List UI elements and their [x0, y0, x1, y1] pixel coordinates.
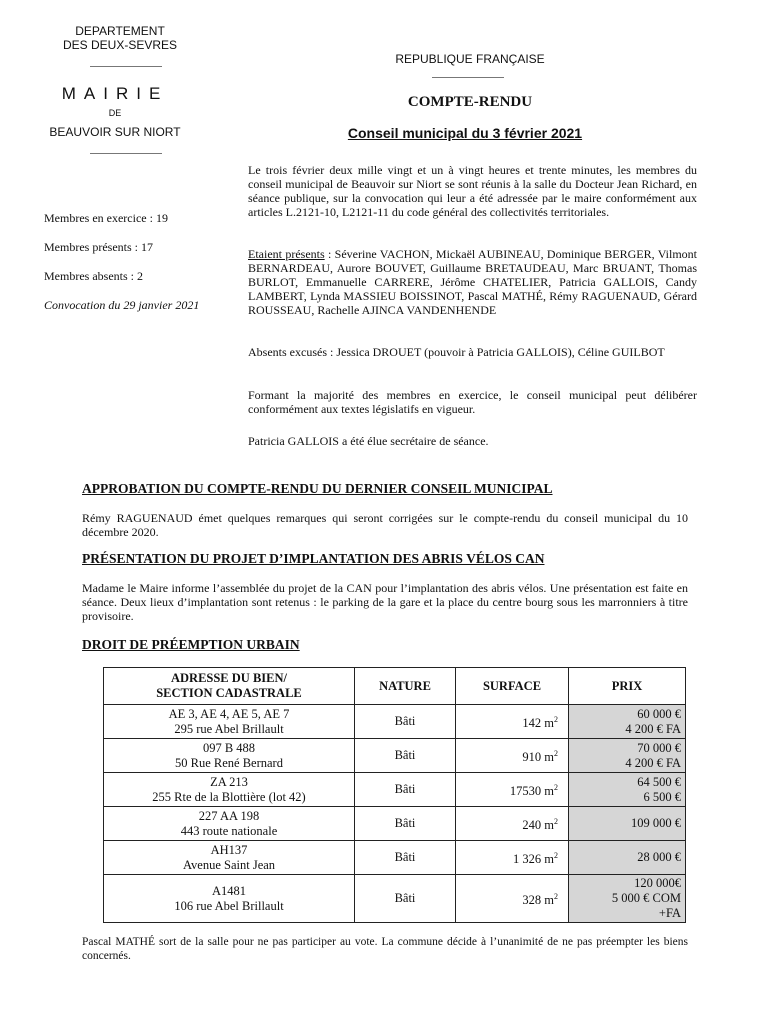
- dpu-table: [103, 667, 686, 923]
- mairie-de: DE: [108, 108, 122, 118]
- cell-nature: Bâti: [355, 773, 456, 807]
- cell-section: AE 3, AE 4, AE 5, AE 7: [168, 706, 290, 721]
- cell-section: 227 AA 198: [198, 808, 260, 823]
- dpu-heading: DROIT DE PRÉEMPTION URBAIN: [82, 637, 300, 652]
- surface-value: 910 m: [522, 750, 554, 765]
- presents-list: : Séverine VACHON, Mickaël AUBINEAU, Dominique BERGER, Vilmont BERNARDEAU, Aurore BOUVET, Guillaume BRETAUDEAU, Marc BRUANT, Thomas BURLOT, Emmanuelle CARRERE, Jérôme CHATELIER, Patricia GALLOIS, Candy LAMBERT, Lynda MASSIEU BOISSINOT, Pascal MATHÉ, Rémy RAGUENAUD, Gérard ROUSSEAU, Rachelle AJINCA VANDENHENDE: [248, 247, 697, 317]
- membres-presents: Membres présents : 17: [44, 240, 153, 254]
- departement-name: DES DEUX-SEVRES: [62, 38, 178, 52]
- cell-address: 295 rue Abel Brillault: [174, 721, 284, 736]
- presents-label: Etaient présents: [248, 247, 325, 261]
- divider: [90, 153, 162, 154]
- prix-line: +FA: [658, 906, 681, 920]
- dpu-footer-paragraph: Pascal MATHÉ sort de la salle pour ne pas participer au vote. La commune décide à l’unanimité de ne pas préempter les biens concernés.: [82, 936, 688, 962]
- surface-unit: 2: [554, 748, 558, 758]
- header-nature: NATURE: [355, 668, 456, 705]
- presents-paragraph: [248, 247, 697, 317]
- header-prix: PRIX: [569, 668, 686, 705]
- cell-adresse: [104, 875, 355, 923]
- divider: [432, 77, 504, 78]
- cell-adresse: [104, 841, 355, 875]
- surface-value: 142 m: [522, 716, 554, 731]
- cell-nature: Bâti: [355, 875, 456, 923]
- cell-surface: [456, 841, 569, 875]
- prix-line: 4 200 € FA: [625, 755, 681, 770]
- cell-nature: Bâti: [355, 807, 456, 841]
- departement-line: DEPARTEMENT: [75, 24, 165, 38]
- surface-unit: 2: [554, 782, 558, 792]
- membres-exercice: Membres en exercice : 19: [44, 211, 168, 225]
- cell-adresse: [104, 739, 355, 773]
- table-row: [104, 773, 686, 807]
- cell-surface: [456, 773, 569, 807]
- mairie-title: MAIRIE: [61, 84, 169, 103]
- divider: [90, 66, 162, 67]
- prix-line: 70 000 €: [637, 740, 681, 755]
- header-adresse-line2: SECTION CADASTRALE: [156, 686, 302, 700]
- cell-section: A1481: [211, 883, 247, 898]
- surface-unit: 2: [554, 714, 558, 724]
- table-row: [104, 705, 686, 739]
- prix-line: 60 000 €: [637, 706, 681, 721]
- document-title: COMPTE-RENDU: [407, 94, 533, 110]
- cell-prix: [569, 739, 686, 773]
- prix-line: 64 500 €: [637, 774, 681, 789]
- republique-header: REPUBLIQUE FRANÇAISE: [395, 52, 545, 66]
- convocation-date: Convocation du 29 janvier 2021: [44, 298, 200, 312]
- cell-section: AH137: [210, 842, 248, 857]
- cell-nature: Bâti: [355, 705, 456, 739]
- prix-line: 4 200 € FA: [625, 721, 681, 736]
- table-row: [104, 739, 686, 773]
- prix-line: 6 500 €: [643, 789, 681, 804]
- abris-paragraph: Madame le Maire informe l’assemblée du projet de la CAN pour l’implantation des abris vélos. Une présentation est faite en séance. Deux lieux d’implantation sont retenus : le parking de la gare et la place du centre bourg sous les marronniers à titre provisoire.: [82, 581, 688, 623]
- cell-section: 097 B 488: [202, 740, 256, 755]
- cell-prix: [569, 773, 686, 807]
- conseil-title: Conseil municipal du 3 février 2021: [347, 125, 583, 141]
- cell-nature: Bâti: [355, 739, 456, 773]
- surface-value: 17530 m: [509, 784, 554, 799]
- cell-address: 106 rue Abel Brillault: [174, 898, 284, 913]
- cell-address: 255 Rte de la Blottière (lot 42): [152, 789, 306, 804]
- cell-surface: [456, 875, 569, 923]
- cell-surface: [456, 739, 569, 773]
- secretaire-paragraph: Patricia GALLOIS a été élue secrétaire de séance.: [248, 434, 489, 448]
- cell-prix: [569, 841, 686, 875]
- cell-adresse: [104, 705, 355, 739]
- cell-address: Avenue Saint Jean: [182, 857, 276, 872]
- majorite-paragraph: Formant la majorité des membres en exercice, le conseil municipal peut délibérer conformément aux textes législatifs en vigueur.: [248, 388, 697, 416]
- cell-surface: [456, 807, 569, 841]
- cell-address: 443 route nationale: [180, 823, 278, 838]
- abris-heading: PRÉSENTATION DU PROJET D’IMPLANTATION DES ABRIS VÉLOS CAN: [82, 551, 545, 566]
- departement-header: [40, 24, 200, 52]
- membres-absents: Membres absents : 2: [44, 269, 143, 283]
- prix-line: 120 000€: [634, 876, 681, 890]
- commune-name: BEAUVOIR SUR NIORT: [49, 125, 181, 139]
- cell-nature: Bâti: [355, 841, 456, 875]
- cell-prix: [569, 807, 686, 841]
- header-surface: SURFACE: [456, 668, 569, 705]
- header-adresse-line1: ADRESSE DU BIEN/: [170, 671, 287, 685]
- intro-paragraph: Le trois février deux mille vingt et un à vingt heures et trente minutes, les membres du conseil municipal de Beauvoir sur Niort se sont réunis à la salle du Docteur Jean Richard, en séance publique, sur la convocation qui leur a été adressée par le maire conformément aux articles L.2121-10, L2121-11 du code général des collectivités territoriales.: [248, 163, 697, 219]
- approbation-heading: APPROBATION DU COMPTE-RENDU DU DERNIER CONSEIL MUNICIPAL: [82, 481, 553, 496]
- cell-surface: [456, 705, 569, 739]
- cell-prix: [569, 875, 686, 923]
- absents-paragraph: Absents excusés : Jessica DROUET (pouvoir à Patricia GALLOIS), Céline GUILBOT: [248, 345, 665, 359]
- surface-unit: 2: [554, 816, 558, 826]
- table-row: [104, 807, 686, 841]
- surface-value: 328 m: [522, 893, 554, 908]
- surface-unit: 2: [554, 891, 558, 901]
- prix-line: 28 000 €: [637, 850, 681, 864]
- surface-value: 240 m: [522, 818, 554, 833]
- cell-prix: [569, 705, 686, 739]
- header-adresse: [104, 668, 355, 705]
- approbation-paragraph: Rémy RAGUENAUD émet quelques remarques qui seront corrigées sur le compte-rendu du conseil municipal du 10 décembre 2020.: [82, 511, 688, 539]
- cell-address: 50 Rue René Bernard: [175, 755, 283, 770]
- cell-adresse: [104, 807, 355, 841]
- surface-value: 1 326 m: [513, 852, 554, 867]
- cell-adresse: [104, 773, 355, 807]
- surface-unit: 2: [554, 850, 558, 860]
- table-header-row: [104, 668, 686, 705]
- prix-line: 5 000 € COM: [611, 891, 681, 905]
- table-row: [104, 875, 686, 923]
- cell-section: ZA 213: [210, 774, 248, 789]
- prix-line: 109 000 €: [631, 816, 681, 830]
- table-row: [104, 841, 686, 875]
